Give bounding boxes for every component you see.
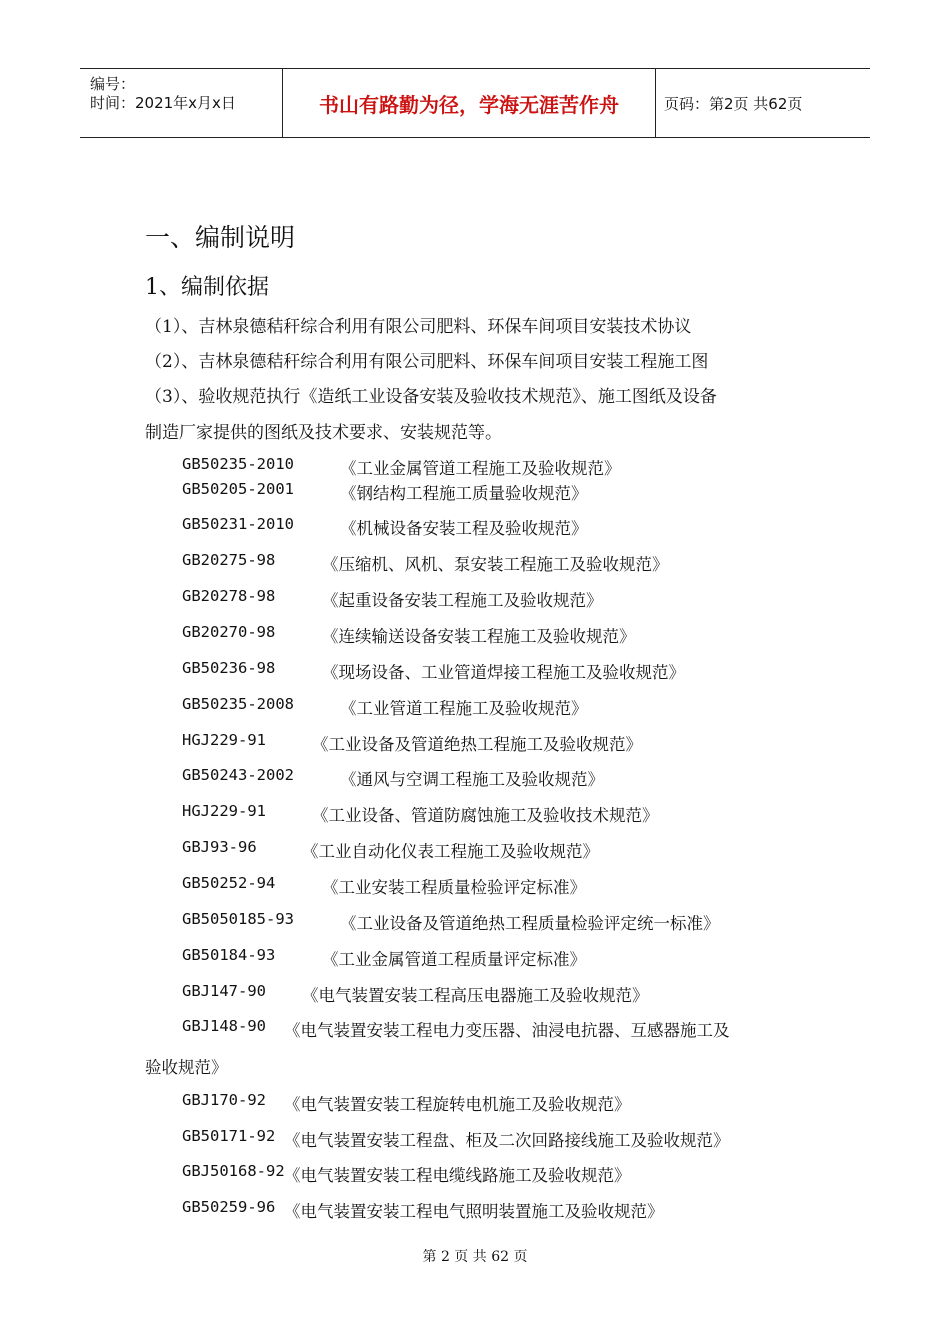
standard-name: 《压缩机、风机、泵安装工程施工及验收规范》 <box>322 555 669 574</box>
time-label: 时间：2021年x月x日 <box>90 94 236 112</box>
standard-code: GB20275-98 <box>182 551 276 569</box>
basis-item-3-cont: 制造厂家提供的图纸及技术要求、安装规范等。 <box>145 423 502 443</box>
standard-code: GB50171-92 <box>182 1127 276 1145</box>
standard-code: GB5050185-93 <box>182 910 294 928</box>
standard-name: 《工业金属管道工程质量评定标准》 <box>322 950 586 969</box>
standard-name: 《起重设备安装工程施工及验收规范》 <box>322 591 603 610</box>
standard-code: GB50235-2010 <box>182 455 294 473</box>
document-header <box>80 68 870 138</box>
header-page-info: 页码：第2页 共62页 <box>664 94 803 113</box>
header-meta <box>80 69 282 137</box>
standard-code: GBJ170-92 <box>182 1091 266 1109</box>
standard-code: GBJ148-90 <box>182 1017 266 1035</box>
standard-code: GB50259-96 <box>182 1198 276 1216</box>
standard-name: 《连续输送设备安装工程施工及验收规范》 <box>322 627 636 646</box>
standard-name: 《工业安装工程质量检验评定标准》 <box>322 878 586 897</box>
standard-code: GB50252-94 <box>182 874 276 892</box>
standard-name: 《机械设备安装工程及验收规范》 <box>340 519 588 538</box>
subsection-title: 1、编制依据 <box>145 275 269 300</box>
standard-code: GB50236-98 <box>182 659 276 677</box>
standard-name: 《通风与空调工程施工及验收规范》 <box>340 770 604 789</box>
standard-name: 《工业管道工程施工及验收规范》 <box>340 699 588 718</box>
standard-code: GB50243-2002 <box>182 766 294 784</box>
number-label: 编号： <box>90 75 136 93</box>
standard-name: 《钢结构工程施工质量验收规范》 <box>340 484 588 503</box>
standard-name: 《电气装置安装工程电气照明装置施工及验收规范》 <box>284 1202 664 1221</box>
standard-name: 《电气装置安装工程电力变压器、油浸电抗器、互感器施工及 <box>284 1021 730 1040</box>
standard-code: HGJ229-91 <box>182 802 266 820</box>
standard-name: 《电气装置安装工程高压电器施工及验收规范》 <box>302 986 649 1005</box>
standard-code: HGJ229-91 <box>182 731 266 749</box>
section-title: 一、编制说明 <box>145 223 296 252</box>
standard-name: 《工业设备及管道绝热工程施工及验收规范》 <box>312 735 642 754</box>
standard-name: 《电气装置安装工程电缆线路施工及验收规范》 <box>284 1166 631 1185</box>
standard-name: 《电气装置安装工程旋转电机施工及验收规范》 <box>284 1095 631 1114</box>
standard-code: GBJ93-96 <box>182 838 257 856</box>
header-motto: 书山有路勤为径，学海无涯苦作舟 <box>282 69 656 137</box>
standard-name: 《工业金属管道工程施工及验收规范》 <box>340 459 621 478</box>
standard-name: 验收规范》 <box>145 1058 228 1077</box>
standard-name: 《工业设备及管道绝热工程质量检验评定统一标准》 <box>340 914 720 933</box>
basis-item-3: （3）、验收规范执行《造纸工业设备安装及验收技术规范》、施工图纸及设备 <box>145 387 717 407</box>
standard-name: 《现场设备、工业管道焊接工程施工及验收规范》 <box>322 663 685 682</box>
standard-code: GBJ50168-92 <box>182 1162 285 1180</box>
basis-item-1: （1）、吉林泉德秸秆综合利用有限公司肥料、环保车间项目安装技术协议 <box>145 317 692 337</box>
standard-code: GB20270-98 <box>182 623 276 641</box>
standard-code: GB50184-93 <box>182 946 276 964</box>
standard-name: 《电气装置安装工程盘、柜及二次回路接线施工及验收规范》 <box>284 1131 730 1150</box>
standard-code: GB50235-2008 <box>182 695 294 713</box>
standard-code: GB50231-2010 <box>182 515 294 533</box>
standard-name: 《工业自动化仪表工程施工及验收规范》 <box>302 842 599 861</box>
standard-code: GB50205-2001 <box>182 480 294 498</box>
standard-name: 《工业设备、管道防腐蚀施工及验收技术规范》 <box>312 806 659 825</box>
page-footer: 第 2 页 共 62 页 <box>422 1249 528 1265</box>
basis-item-2: （2）、吉林泉德秸秆综合利用有限公司肥料、环保车间项目安装工程施工图 <box>145 352 709 372</box>
standard-code: GBJ147-90 <box>182 982 266 1000</box>
standard-code: GB20278-98 <box>182 587 276 605</box>
